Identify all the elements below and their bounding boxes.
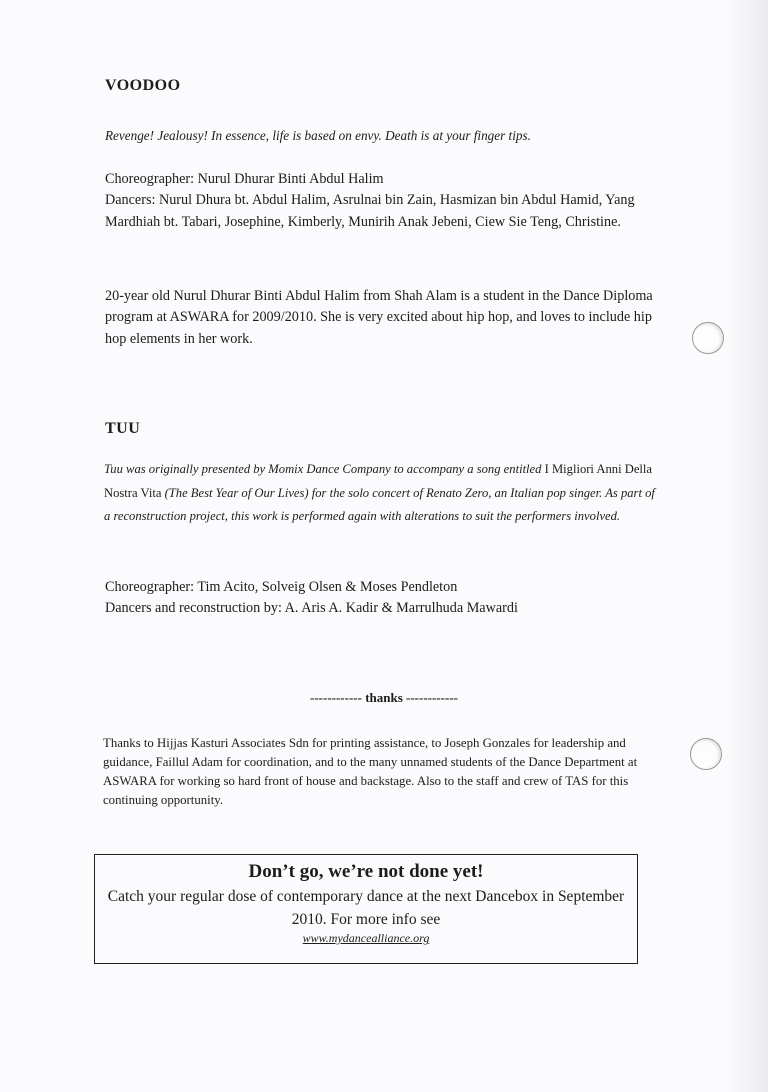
notice-box: [94, 854, 638, 964]
notice-title: Don’t go, we’re not done yet!: [248, 861, 484, 882]
section-heading-voodoo: VOODOO: [105, 77, 181, 94]
notice-body: Catch your regular dose of contemporary dance at the next Dancebox in September 2010. For more info see: [107, 888, 625, 928]
voodoo-dancers: Dancers: Nurul Dhura bt. Abdul Halim, Asrulnai bin Zain, Hasmizan bin Abdul Hamid, Yang Mardhiah bt. Tabari, Josephine, Kimberly, Munirih Anak Jebeni, Ciew Sie Teng, Christine.: [105, 192, 635, 230]
tuu-credits: [105, 577, 660, 620]
section-heading-tuu: TUU: [105, 420, 141, 437]
thanks-text: Thanks to Hijjas Kasturi Associates Sdn for printing assistance, to Joseph Gonzales for leadership and guidance, Faillul Adam for coordination, and to the many unnamed students of the Dance Department at ASWARA for working so hard front of house and backstage. Also to the staff and crew of TAS for this continuing opportunity.: [103, 736, 638, 808]
tuu-desc-part2: (The Best Year of Our Lives) for the solo concert of Renato Zero, an Italian pop singer. As part of a reconstruction project, this work is performed again with alterations to suit the performers involved.: [104, 485, 655, 523]
thanks-divider: ------------ thanks ------------: [310, 690, 458, 705]
voodoo-bio: 20-year old Nurul Dhurar Binti Abdul Halim from Shah Alam is a student in the Dance Diploma program at ASWARA for 2009/2010. She is very excited about hip hop, and loves to include hip hop elements in her work.: [105, 288, 653, 347]
page-edge-shadow: [728, 0, 768, 1092]
website-link[interactable]: www.mydancealliance.org: [302, 931, 430, 945]
tuu-desc-part1: Tuu was originally presented by Momix Dance Company to accompany a song entitled: [104, 462, 542, 476]
punch-hole: [690, 738, 722, 770]
tuu-description: [104, 458, 664, 529]
tuu-song-title: I Migliori Anni Della Nostra Vita: [104, 462, 652, 500]
punch-hole: [692, 322, 724, 354]
voodoo-credits: [105, 169, 660, 233]
voodoo-choreographer: Choreographer: Nurul Dhurar Binti Abdul Halim: [105, 171, 384, 187]
tuu-choreographer: Choreographer: Tim Acito, Solveig Olsen & Moses Pendleton: [105, 579, 458, 595]
tuu-dancers: Dancers and reconstruction by: A. Aris A. Kadir & Marrulhuda Mawardi: [105, 600, 518, 617]
voodoo-bio-block: [105, 286, 660, 350]
voodoo-tagline: Revenge! Jealousy! In essence, life is based on envy. Death is at your finger tips.: [105, 128, 531, 143]
